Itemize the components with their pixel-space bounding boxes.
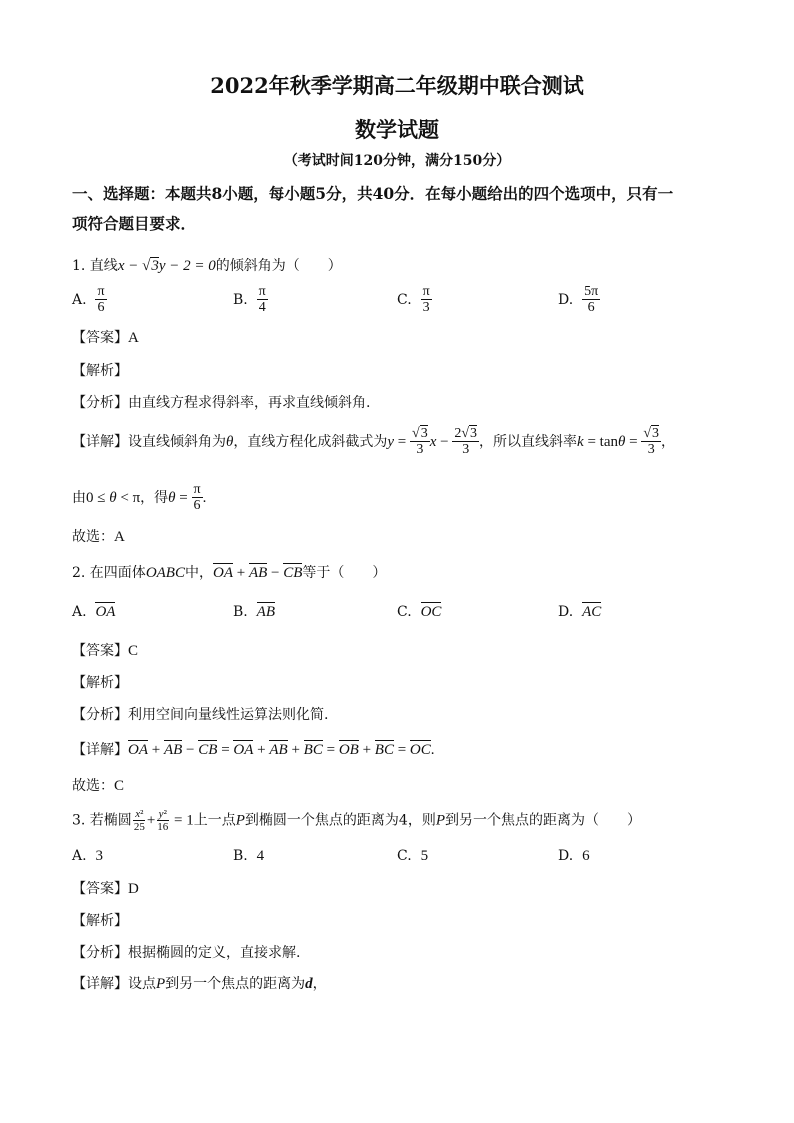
- q3-option-a: A. 3: [72, 848, 103, 864]
- q1-answer: 【答案】A: [72, 330, 139, 346]
- q2-answer: 【答案】C: [72, 643, 139, 659]
- q3-fenxi: 【分析】根据椭圆的定义，直接求解.: [72, 945, 301, 961]
- section-heading-line1: 一、选择题：本题共8小题，每小题5分，共40分．在每小题给出的四个选项中，只有一: [72, 184, 674, 203]
- q2-option-d: D. AC: [558, 604, 602, 620]
- q3-answer: 【答案】D: [72, 881, 139, 897]
- section-heading-line2: 项符合题目要求．: [72, 214, 197, 233]
- q1-fenxi: 【分析】由直线方程求得斜率，再求直线倾斜角.: [72, 395, 371, 411]
- q3-option-d: D. 6: [558, 848, 590, 864]
- q1-option-a: A. $\frac{\pi}{6}$: [72, 284, 105, 316]
- exam-note: （考试时间120分钟，满分150分）: [283, 153, 511, 169]
- q2-choose: 故选：C: [72, 778, 125, 794]
- q3-analysis-label: 【解析】: [72, 913, 128, 929]
- q1-analysis-label: 【解析】: [72, 363, 128, 379]
- question-2: 2. 在四面体OABC中，OA + AB − CB等于（ ）: [72, 565, 387, 581]
- q3-detail: 【详解】设点P到另一个焦点的距离为d，: [72, 976, 327, 992]
- q1-option-b: B. $\frac{\pi}{4}$: [233, 284, 266, 316]
- q2-analysis-label: 【解析】: [72, 675, 128, 691]
- q1-detail-line2: 由0 ≤ θ < π，得θ = $\frac{\pi}{6}$ .: [72, 482, 207, 514]
- q2-fenxi: 【分析】利用空间向量线性运算法则化简.: [72, 707, 329, 723]
- exam-subject: 数学试题: [355, 117, 439, 142]
- q1-choose: 故选：A: [72, 529, 125, 545]
- q1-detail-line1: 【详解】设直线倾斜角为θ，直线方程化成斜截式为y = $\frac{√3}{3}$ x − $\frac{2√3}{3}$ ，所以直线斜率k = tanθ = $\frac{√3}{3}$ ，: [72, 426, 676, 458]
- question-3: 3. 若椭圆 $\frac{\text{x²}}{25}$ + $\frac{\text{y²}}{16}$ = 1上一点P到椭圆一个焦点的距离为4，则P到另一个焦点的距离为（ ）: [72, 808, 642, 834]
- q2-option-c: C. OC: [397, 604, 442, 620]
- q2-option-b: B. AB: [233, 604, 275, 620]
- q2-detail: 【详解】OA + AB − CB = OA + AB + BC = OB + BC = OC.: [72, 742, 435, 758]
- question-1: 1. 直线x − √3y − 2 = 0的倾斜角为（ ）: [72, 258, 342, 274]
- q1-option-c: C. $\frac{\pi}{3}$: [397, 284, 430, 316]
- q3-option-b: B. 4: [233, 848, 265, 864]
- q2-option-a: A. OA: [72, 604, 116, 620]
- q1-equation: x − √3y − 2 = 0: [117, 258, 216, 274]
- q1-option-d: D. $\frac{5\pi}{6}$: [558, 284, 599, 316]
- exam-title: 2022年秋季学期高二年级期中联合测试: [210, 73, 584, 98]
- q3-option-c: C. 5: [397, 848, 429, 864]
